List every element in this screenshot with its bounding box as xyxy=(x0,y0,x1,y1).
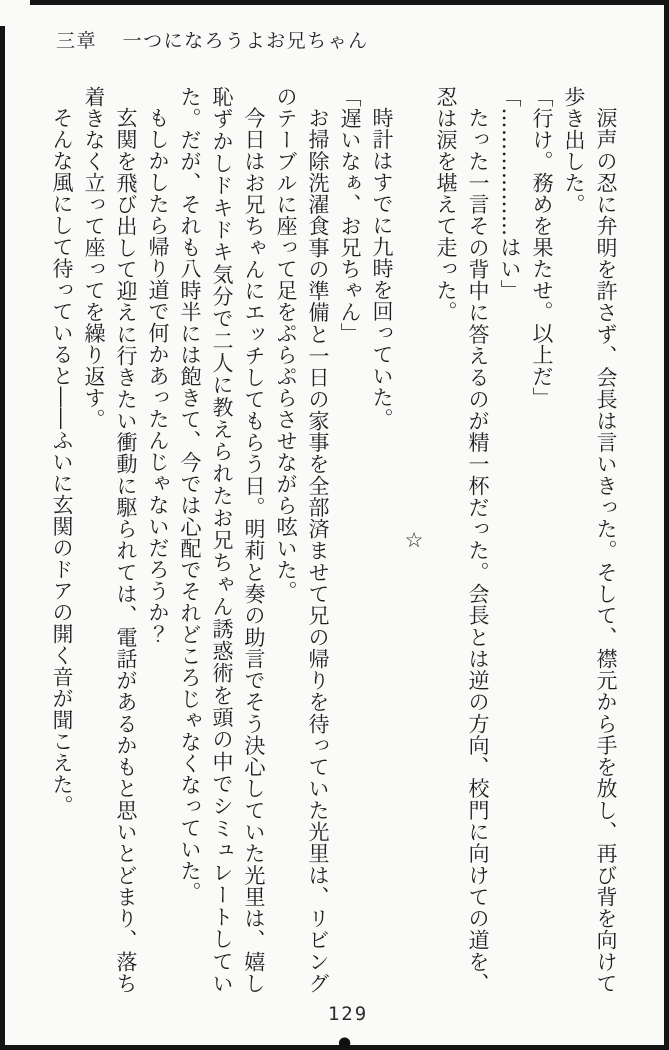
footer-bullet-dot: ● xyxy=(338,1035,352,1049)
chapter-title: 一つになろうよお兄ちゃん xyxy=(122,30,369,52)
page-number: 129 xyxy=(327,1003,369,1025)
paragraph: そんな風にして待っていると――ふいに玄関のドアの開く音が聞こえた。 xyxy=(50,107,74,817)
dialogue-paragraph: 「………………はい」 xyxy=(498,86,522,301)
vertical-text-body xyxy=(46,86,622,994)
paragraph: 時計はすでに九時を回っていた。 xyxy=(370,107,394,430)
dialogue-paragraph: 「遅いなぁ、お兄ちゃん」 xyxy=(338,86,362,344)
corner-scan-notch xyxy=(0,0,30,26)
paragraph: お掃除洗濯食事の準備と一日の家事を全部済ませて兄の帰りを待っていた光里は、リビングのテーブルに座って足をぷらぷらさせながら呟いた。 xyxy=(274,86,330,995)
paragraph: たった一言その背中に答えるのが精一杯だった。会長とは逆の方向、校門に向けての道を、忍は涙を堪えて走った。 xyxy=(434,86,490,995)
paragraph: 玄関を飛び出して迎えに行きたい衝動に駆られては、電話があるかもと思いとどまり、落ち着きなく立って座ってを繰り返す。 xyxy=(82,86,138,995)
chapter-number: 三章 xyxy=(56,30,98,52)
scene-break-star: ☆ xyxy=(402,527,426,553)
dialogue-paragraph: 「行け。務めを果たせ。以上だ」 xyxy=(530,86,554,409)
paragraph: 涙声の忍に弁明を許さず、会長は言いきった。そして、襟元から手を放し、再び背を向けて歩き出した。 xyxy=(562,86,618,995)
chapter-header xyxy=(56,26,369,53)
paragraph: 今日はお兄ちゃんにエッチしてもらう日。明莉と奏の助言でそう決心していた光里は、嬉し恥ずかしドキドキ気分で二人に教えられたお兄ちゃん誘惑術を頭の中でシミュレートしていた。だが、それも八時半には飽きて、今では心配でそれどころじゃなくなっていた。 xyxy=(178,86,266,995)
paragraph: もしかしたら帰り道で何かあったんじゃないだろうか？ xyxy=(146,107,170,645)
